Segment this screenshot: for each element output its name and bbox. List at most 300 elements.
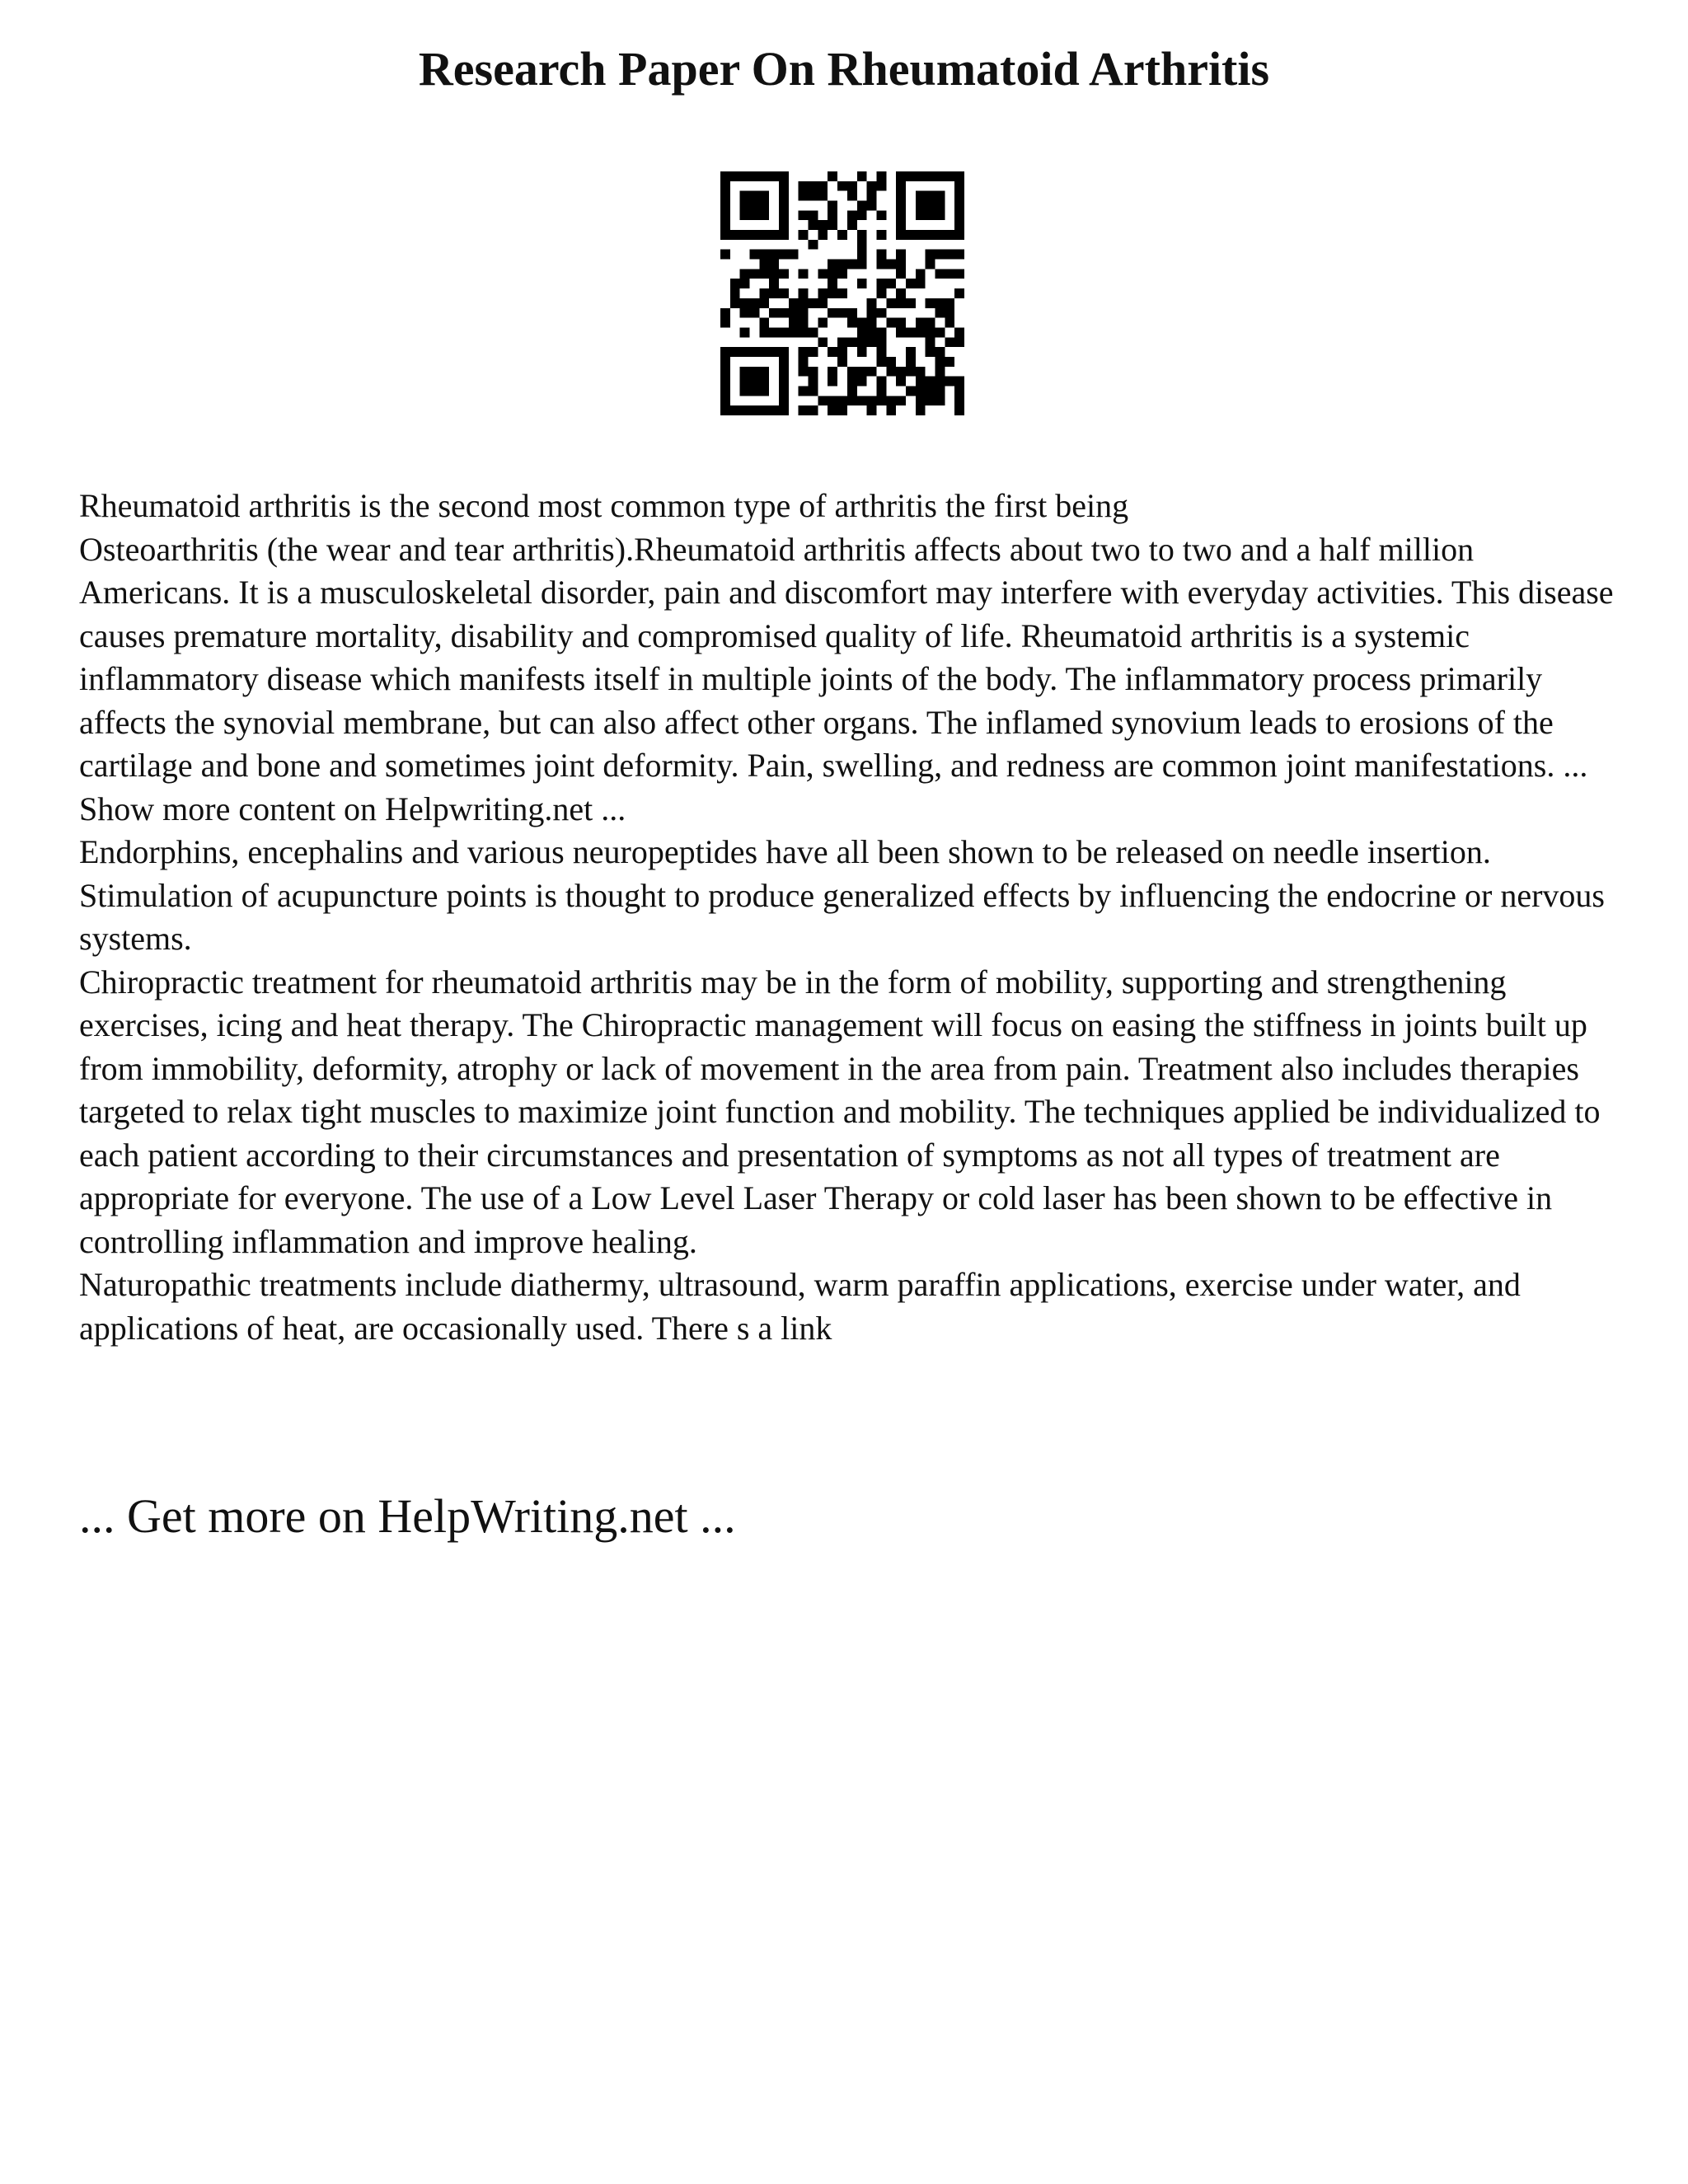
- qr-module: [926, 377, 935, 387]
- qr-module: [779, 210, 789, 220]
- qr-module: [847, 377, 857, 387]
- qr-module: [926, 347, 935, 357]
- qr-module: [876, 377, 886, 387]
- qr-module: [886, 298, 896, 308]
- qr-module: [828, 201, 837, 211]
- qr-module: [876, 396, 886, 405]
- qr-module: [818, 230, 828, 240]
- qr-module: [809, 240, 818, 250]
- qr-module: [886, 367, 896, 377]
- qr-module: [809, 327, 818, 337]
- qr-module: [828, 171, 837, 181]
- qr-module: [720, 318, 730, 328]
- qr-module: [720, 201, 730, 211]
- qr-module: [750, 405, 760, 415]
- qr-module: [867, 337, 877, 347]
- qr-module: [896, 318, 906, 328]
- qr-module: [750, 308, 760, 318]
- qr-module: [857, 347, 867, 357]
- qr-module: [935, 210, 945, 220]
- qr-module: [740, 230, 750, 240]
- qr-module: [847, 220, 857, 230]
- qr-module: [799, 308, 809, 318]
- qr-module: [818, 318, 828, 328]
- qr-module: [759, 386, 769, 396]
- qr-module: [837, 260, 847, 269]
- qr-module: [720, 367, 730, 377]
- qr-module: [750, 377, 760, 387]
- qr-module: [916, 327, 926, 337]
- qr-module: [789, 318, 799, 328]
- qr-module: [837, 396, 847, 405]
- qr-module: [954, 181, 964, 191]
- qr-module: [740, 298, 750, 308]
- qr-module: [779, 220, 789, 230]
- qr-module: [730, 405, 740, 415]
- qr-module: [916, 279, 926, 288]
- qr-module: [750, 201, 760, 211]
- qr-module: [857, 318, 867, 328]
- qr-module: [779, 357, 789, 367]
- qr-module: [954, 386, 964, 396]
- qr-module: [867, 396, 877, 405]
- qr-module: [720, 377, 730, 387]
- qr-module: [818, 269, 828, 279]
- qr-module: [896, 367, 906, 377]
- qr-module: [876, 181, 886, 191]
- qr-module: [867, 191, 877, 201]
- qr-module: [740, 386, 750, 396]
- qr-module: [926, 327, 935, 337]
- qr-module: [740, 201, 750, 211]
- qr-module: [720, 210, 730, 220]
- qr-module: [896, 288, 906, 298]
- qr-module: [779, 191, 789, 201]
- qr-module: [799, 191, 809, 201]
- qr-module: [935, 298, 945, 308]
- qr-module: [896, 396, 906, 405]
- qr-module: [750, 171, 760, 181]
- qr-module: [857, 201, 867, 211]
- qr-module: [720, 386, 730, 396]
- qr-module: [720, 181, 730, 191]
- qr-module: [857, 377, 867, 387]
- qr-module: [886, 405, 896, 415]
- qr-module: [809, 386, 818, 396]
- qr-module: [867, 181, 877, 191]
- qr-module: [916, 318, 926, 328]
- qr-module: [896, 201, 906, 211]
- qr-module: [809, 405, 818, 415]
- qr-module: [828, 377, 837, 387]
- qr-module: [945, 318, 954, 328]
- qr-module: [906, 171, 916, 181]
- paragraph-intro-line1: Rheumatoid arthritis is the second most common type of arthritis the first being: [79, 487, 1129, 524]
- paragraph-naturopathic: Naturopathic treatments include diathermy, ultrasound, warm paraffin applications, exercise under water, and applications of heat, are occasionally used. There s a link: [79, 1266, 1521, 1347]
- qr-module: [799, 357, 809, 367]
- qr-module: [867, 308, 877, 318]
- qr-module: [799, 288, 809, 298]
- qr-module: [954, 396, 964, 405]
- qr-module: [730, 171, 740, 181]
- qr-module: [954, 210, 964, 220]
- qr-module: [867, 318, 877, 328]
- qr-module: [886, 260, 896, 269]
- qr-module: [954, 269, 964, 279]
- qr-module: [847, 367, 857, 377]
- qr-module: [837, 308, 847, 318]
- qr-module: [935, 396, 945, 405]
- qr-module: [857, 396, 867, 405]
- qr-module: [818, 288, 828, 298]
- qr-module: [740, 191, 750, 201]
- qr-module: [847, 260, 857, 269]
- qr-module: [857, 327, 867, 337]
- qr-module: [769, 308, 779, 318]
- qr-module: [857, 171, 867, 181]
- qr-module: [759, 288, 769, 298]
- qr-module: [906, 347, 916, 357]
- qr-module: [906, 327, 916, 337]
- qr-module: [799, 230, 809, 240]
- qr-module: [857, 367, 867, 377]
- qr-module: [954, 220, 964, 230]
- qr-module: [828, 367, 837, 377]
- qr-module: [779, 181, 789, 191]
- qr-module: [876, 171, 886, 181]
- qr-module: [740, 347, 750, 357]
- qr-module: [916, 405, 926, 415]
- qr-module: [847, 181, 857, 191]
- qr-module: [779, 201, 789, 211]
- qr-module: [750, 191, 760, 201]
- qr-module: [759, 201, 769, 211]
- qr-module: [828, 279, 837, 288]
- qr-module: [740, 367, 750, 377]
- qr-module: [720, 230, 730, 240]
- qr-module: [876, 288, 886, 298]
- qr-module: [935, 230, 945, 240]
- qr-module: [916, 201, 926, 211]
- qr-module: [828, 396, 837, 405]
- qr-module: [954, 288, 964, 298]
- qr-module: [799, 269, 809, 279]
- qr-module: [769, 327, 779, 337]
- qr-module: [799, 405, 809, 415]
- qr-module: [916, 386, 926, 396]
- qr-module: [954, 191, 964, 201]
- qr-module: [799, 210, 809, 220]
- qr-module: [837, 230, 847, 240]
- qr-module: [809, 181, 818, 191]
- qr-module: [896, 210, 906, 220]
- qr-module: [759, 367, 769, 377]
- qr-module: [809, 367, 818, 377]
- qr-module: [867, 367, 877, 377]
- qr-module: [789, 308, 799, 318]
- qr-module: [935, 386, 945, 396]
- qr-module: [759, 327, 769, 337]
- qr-module: [779, 386, 789, 396]
- qr-module: [818, 337, 828, 347]
- qr-module: [750, 367, 760, 377]
- qr-module: [857, 210, 867, 220]
- qr-module: [759, 377, 769, 387]
- qr-module: [769, 269, 779, 279]
- qr-module: [750, 210, 760, 220]
- qr-module: [906, 386, 916, 396]
- qr-module: [769, 230, 779, 240]
- qr-module: [837, 347, 847, 357]
- qr-module: [759, 318, 769, 328]
- qr-module: [828, 269, 837, 279]
- qr-module: [759, 210, 769, 220]
- qr-module: [876, 250, 886, 260]
- qr-module: [847, 308, 857, 318]
- qr-module: [837, 181, 847, 191]
- qr-module: [759, 171, 769, 181]
- qr-module: [730, 279, 740, 288]
- qr-module: [926, 171, 935, 181]
- qr-module: [954, 405, 964, 415]
- qr-module: [740, 171, 750, 181]
- qr-module: [857, 337, 867, 347]
- qr-module: [779, 347, 789, 357]
- qr-module: [799, 367, 809, 377]
- get-more-link[interactable]: ... Get more on HelpWriting.net ...: [79, 1489, 736, 1543]
- qr-module: [818, 396, 828, 405]
- qr-module: [896, 377, 906, 387]
- qr-module: [886, 279, 896, 288]
- qr-module: [779, 230, 789, 240]
- qr-module: [876, 386, 886, 396]
- qr-module: [916, 377, 926, 387]
- qr-module: [769, 288, 779, 298]
- qr-module: [926, 201, 935, 211]
- qr-module: [730, 347, 740, 357]
- qr-module: [926, 191, 935, 201]
- qr-module: [828, 260, 837, 269]
- qr-module: [896, 220, 906, 230]
- qr-module: [954, 377, 964, 387]
- qr-module: [750, 250, 760, 260]
- qr-module: [720, 171, 730, 181]
- article-body: [79, 485, 1629, 1350]
- qr-module: [847, 396, 857, 405]
- qr-module: [837, 357, 847, 367]
- qr-module: [759, 260, 769, 269]
- qr-module: [896, 298, 906, 308]
- qr-module: [916, 191, 926, 201]
- qr-module: [799, 386, 809, 396]
- qr-module: [750, 269, 760, 279]
- qr-module: [926, 298, 935, 308]
- qr-module: [906, 357, 916, 367]
- qr-module: [916, 269, 926, 279]
- qr-module: [935, 269, 945, 279]
- qr-module: [740, 327, 750, 337]
- qr-module: [896, 327, 906, 337]
- qr-module: [926, 260, 935, 269]
- qr-module: [759, 298, 769, 308]
- qr-module: [896, 230, 906, 240]
- qr-module: [779, 288, 789, 298]
- qr-module: [876, 210, 886, 220]
- qr-module: [935, 308, 945, 318]
- qr-module: [818, 191, 828, 201]
- qr-module: [799, 181, 809, 191]
- qr-module: [720, 405, 730, 415]
- document-title: Research Paper On Rheumatoid Arthritis: [418, 42, 1270, 96]
- qr-module: [809, 220, 818, 230]
- qr-module: [837, 337, 847, 347]
- qr-module: [935, 367, 945, 377]
- qr-module: [779, 405, 789, 415]
- qr-module: [954, 337, 964, 347]
- qr-module: [740, 210, 750, 220]
- qr-module: [740, 308, 750, 318]
- qr-module: [945, 298, 954, 308]
- qr-module: [799, 327, 809, 337]
- qr-module: [954, 201, 964, 211]
- qr-module: [720, 357, 730, 367]
- qr-module: [935, 377, 945, 387]
- qr-module: [769, 405, 779, 415]
- qr-module: [799, 318, 809, 328]
- qr-module: [750, 347, 760, 357]
- qr-code-icon: [720, 171, 964, 415]
- qr-module: [809, 210, 818, 220]
- qr-module: [809, 347, 818, 357]
- qr-module: [954, 171, 964, 181]
- qr-module: [945, 269, 954, 279]
- paragraph-chiropractic: Chiropractic treatment for rheumatoid arthritis may be in the form of mobility, supporting and strengthening exercises, icing and heat therapy. The Chiropractic management will focus on easing the stiffness in joints built up from immobility, deformity, atrophy or lack of movement in the area from pain. Treatment also includes therapies targeted to relax tight muscles to maximize joint function and mobility. The techniques applied be individualized to each patient according to their circumstances and presentation of symptoms as not all types of treatment are appropriate for everyone. The use of a Low Level Laser Therapy or cold laser has been shown to be effective in controlling inflammation and improve healing.: [79, 963, 1601, 1260]
- qr-module: [837, 269, 847, 279]
- qr-module: [926, 230, 935, 240]
- qr-module: [847, 191, 857, 201]
- qr-module: [759, 347, 769, 357]
- qr-module: [916, 230, 926, 240]
- qr-module: [896, 260, 906, 269]
- qr-module: [809, 377, 818, 387]
- qr-module: [945, 171, 954, 181]
- qr-module: [828, 210, 837, 220]
- qr-module: [916, 367, 926, 377]
- qr-module: [720, 220, 730, 230]
- qr-module: [809, 298, 818, 308]
- qr-module: [926, 318, 935, 328]
- qr-module: [779, 171, 789, 181]
- qr-module: [730, 230, 740, 240]
- qr-module: [720, 396, 730, 405]
- qr-module: [886, 357, 896, 367]
- qr-module: [779, 327, 789, 337]
- qr-module: [847, 210, 857, 220]
- qr-module: [720, 250, 730, 260]
- qr-module: [886, 396, 896, 405]
- qr-module: [759, 191, 769, 201]
- qr-module: [857, 230, 867, 240]
- qr-module: [837, 288, 847, 298]
- qr-module: [906, 298, 916, 308]
- qr-module: [740, 405, 750, 415]
- qr-module: [818, 220, 828, 230]
- qr-module: [759, 250, 769, 260]
- qr-module: [730, 288, 740, 298]
- qr-module: [876, 279, 886, 288]
- paragraph-intro-rest: Osteoarthritis (the wear and tear arthritis).Rheumatoid arthritis affects about two to two and a half million Americans. It is a musculoskeletal disorder, pain and discomfort may interfere with everyday activities. This disease causes premature mortality, disability and compromised quality of life. Rheumatoid arthritis is a systemic inflammatory disease which manifests itself in multiple joints of the body. The inflammatory process primarily affects the synovial membrane, but can also affect other organs. The inflamed synovium leads to erosions of the cartilage and bone and sometimes joint deformity. Pain, swelling, and redness are common joint manifestations. ... Show more content on Helpwriting.net ...: [79, 530, 1614, 827]
- qr-module: [769, 347, 779, 357]
- qr-module: [876, 308, 886, 318]
- qr-module: [720, 308, 730, 318]
- qr-module: [730, 298, 740, 308]
- qr-module: [935, 347, 945, 357]
- paragraph-intro: [79, 485, 1629, 831]
- qr-module: [926, 396, 935, 405]
- qr-module: [789, 327, 799, 337]
- qr-module: [769, 171, 779, 181]
- qr-module: [876, 327, 886, 337]
- qr-module: [896, 181, 906, 191]
- qr-module: [779, 377, 789, 387]
- qr-module: [906, 279, 916, 288]
- qr-module: [769, 260, 779, 269]
- qr-module: [759, 405, 769, 415]
- qr-module: [896, 269, 906, 279]
- qr-module: [828, 288, 837, 298]
- qr-module: [867, 201, 877, 211]
- qr-module: [857, 240, 867, 250]
- qr-module: [916, 210, 926, 220]
- qr-module: [896, 191, 906, 201]
- qr-module: [916, 171, 926, 181]
- qr-module: [906, 230, 916, 240]
- qr-module: [818, 298, 828, 308]
- qr-module: [857, 279, 867, 288]
- qr-module: [720, 347, 730, 357]
- qr-module: [847, 318, 857, 328]
- qr-module: [896, 171, 906, 181]
- paragraph-endorphins: Endorphins, encephalins and various neuropeptides have all been shown to be released on needle insertion. Stimulation of acupuncture points is thought to produce generalized effects by influencing the endocrine or nervous systems.: [79, 833, 1605, 957]
- qr-module: [876, 357, 886, 367]
- qr-module: [809, 191, 818, 201]
- qr-module: [779, 396, 789, 405]
- qr-module: [896, 250, 906, 260]
- qr-module: [926, 250, 935, 260]
- qr-module: [916, 396, 926, 405]
- qr-module: [828, 347, 837, 357]
- qr-module: [750, 386, 760, 396]
- qr-module: [769, 250, 779, 260]
- qr-module: [945, 377, 954, 387]
- qr-module: [876, 260, 886, 269]
- qr-module: [935, 357, 945, 367]
- qr-module: [799, 298, 809, 308]
- qr-module: [828, 308, 837, 318]
- qr-module: [886, 318, 896, 328]
- qr-module: [954, 230, 964, 240]
- qr-module: [789, 298, 799, 308]
- qr-module: [926, 386, 935, 396]
- qr-module: [876, 230, 886, 240]
- qr-module: [876, 337, 886, 347]
- qr-module: [847, 337, 857, 347]
- qr-module: [906, 367, 916, 377]
- qr-module: [759, 269, 769, 279]
- qr-module: [867, 298, 877, 308]
- qr-module: [818, 181, 828, 191]
- qr-module: [926, 337, 935, 347]
